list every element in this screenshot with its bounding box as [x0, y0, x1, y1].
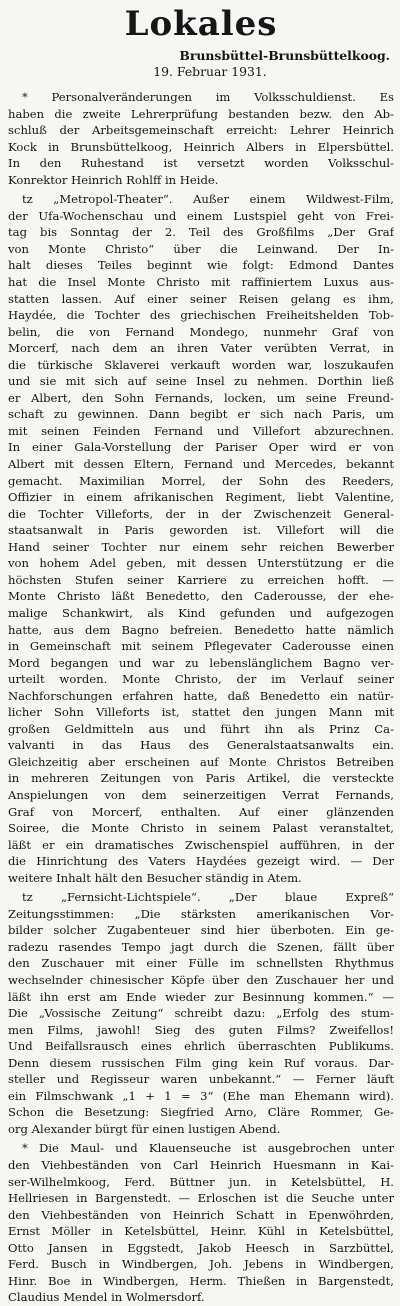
article-line: staatsanwalt in Paris geworden ist. Villefort will die [8, 523, 394, 538]
article-line: tag bis Sonntag der 2. Teil des Großfilms „Der Graf [8, 225, 394, 240]
article-line: statten lassen. Auf einer seiner Reisen gelang es ihm, [8, 291, 394, 306]
article-line: Zeitungsstimmen: „Die stärksten amerikanischen Vor- [8, 906, 394, 921]
article-line: von Monte Christo“ über die Leinwand. Der In- [8, 241, 394, 256]
article-line: steller und Regisseur waren unbekannt.“ — Ferner läuft [8, 1072, 394, 1087]
article-line: läßt ihn erst am Ende wieder zur Besinnung kommen.“ — [8, 989, 394, 1004]
article-line: Anspielungen von dem seinerzeitigen Verrat Fernands, [8, 787, 394, 802]
article-line: tz „Metropol-Theater“. Außer einem Wildwest-Film, [22, 192, 394, 207]
article-line: radezu rasendes Tempo jagt durch die Szenen, fällt über [8, 939, 394, 954]
article-list [8, 89, 394, 1306]
article-line: Mord begangen und war zu lebenslänglichem Bagno ver- [8, 655, 394, 670]
article-line: Graf von Morcerf, enthalten. Auf einer glänzenden [8, 804, 394, 819]
article-line: Hinr. Boe in Windbergen, Herm. Thießen in Bargenstedt, [8, 1273, 394, 1288]
article-line: der Ufa-Wochenschau und einem Lustspiel geht von Frei- [8, 208, 394, 223]
article-line: Und Beifallsrausch eines ehrlich überraschten Publikums. [8, 1039, 394, 1054]
article-line: Morcerf, nach dem an ihren Vater verübten Verrat, in [8, 341, 394, 356]
article-line: valvanti in das Haus des Generalstaatsanwalts ein. [8, 738, 394, 753]
article-line: Kock in Brunsbüttelkoog, Heinrich Albers in Elpersbüttel. [8, 139, 394, 154]
article-line: Monte Christo läßt Benedetto, den Caderousse, der ehe- [8, 589, 394, 604]
article-line: In einer Gala-Vorstellung der Pariser Oper wird er von [8, 440, 394, 455]
dateline-date: 19. Februar 1931. [153, 64, 267, 79]
article-line: in mehreren Zeitungen von Paris Artikel, die versteckte [8, 771, 394, 786]
article-line: org Alexander bürgt für einen lustigen Abend. [8, 1121, 281, 1136]
article-line: Otto Jansen in Eggstedt, Jakob Heesch in Sarzbüttel, [8, 1240, 394, 1255]
article-line: halt dieses Teiles beginnt wie folgt: Edmond Dantes [8, 258, 394, 273]
article-line: * Die Maul- und Klauenseuche ist ausgebrochen unter [22, 1141, 394, 1156]
article-line: Hellriesen in Bargenstedt. — Erloschen ist die Seuche unter [8, 1191, 394, 1206]
article-line: er Albert, den Sohn Fernands, locken, um seine Freund- [8, 390, 394, 405]
article-line: licher Sohn Villeforts ist, stattet den jungen Mann mit [8, 705, 394, 720]
article-line: gemacht. Maximilian Morrel, der Sohn des Reeders, [8, 473, 394, 488]
article-line: Haydée, die Tochter des griechischen Freiheitshelden Tob- [8, 308, 394, 323]
article-line: die Hinrichtung des Vaters Haydées gezeigt wird. — Der [8, 854, 394, 869]
article-line: schaft zu gewinnen. Dann begibt er sich nach Paris, um [8, 407, 394, 422]
dateline-place: Brunsbüttel-Brunsbüttelkoog. [179, 48, 390, 63]
article-line: den Zuschauer mit einer Fülle im schnellsten Rhythmus [8, 956, 394, 971]
article-line: haben die zweite Lehrerprüfung bestanden bezw. den Ab- [8, 106, 394, 121]
article-line: Gleichzeitig aber erscheinen auf Monte Christos Betreiben [8, 754, 394, 769]
article-line: Albert mit dessen Eltern, Fernand und Mercedes, bekannt [8, 457, 394, 472]
article-line: bilder solcher Zugabenteuer sind hier überboten. Ein ge- [8, 923, 394, 938]
article-line: die türkische Sklaverei verkauft worden war, loszukaufen [8, 357, 394, 372]
article [8, 1140, 394, 1305]
article-line: belin, die von Fernand Mondego, nunmehr Graf von [8, 324, 394, 339]
article-line: Claudius Mendel in Wolmersdorf. [8, 1290, 205, 1305]
article-line: hat die Insel Monte Christo mit raffiniertem Luxus aus- [8, 275, 394, 290]
article-line: Ferd. Busch in Windbergen, Joh. Jebens in Windbergen, [8, 1257, 394, 1272]
article-line: ser-Wilhelmkoog, Ferd. Büttner jun. in Ketelsbüttel, H. [8, 1174, 394, 1189]
article-line: und sie mit sich auf seine Insel zu nehmen. Dorthin ließ [8, 374, 394, 389]
article-line: urteilt worden. Monte Christo, der im Verlauf seiner [8, 672, 394, 687]
article-line: weitere Inhalt hält den Besucher ständig in Atem. [8, 870, 302, 885]
article-line: Die „Vossische Zeitung“ schreibt dazu: „Erfolg des stum- [8, 1006, 394, 1021]
article-line: Konrektor Heinrich Rohlff in Heide. [8, 172, 219, 187]
article-line: Denn diesem russischen Film ging kein Ruf voraus. Dar- [8, 1055, 394, 1070]
article-line: malige Schankwirt, als Kind gefunden und aufgezogen [8, 605, 394, 620]
article-line: wechselnder chinesischer Köpfe über den Zuschauer her und [8, 972, 394, 987]
article-line: läßt er ein dramatisches Zwischenspiel aufführen, in der [8, 837, 394, 852]
article-line: Ernst Möller in Ketelsbüttel, Heinr. Kühl in Ketelsbüttel, [8, 1224, 394, 1239]
article-line: die Tochter Villeforts, der in der Zwischenzeit General- [8, 506, 394, 521]
article-line: den Viehbeständen von Heinrich Schatt in Epenwöhrden, [8, 1207, 394, 1222]
article-line: von hohem Adel geben, mit dessen Unterstützung er die [8, 556, 394, 571]
article-line: tz „Fernsicht-Lichtspiele“. „Der blaue Expreß“ [22, 890, 394, 905]
article-line: mit seinen Feinden Fernand und Villefort abzurechnen. [8, 423, 394, 438]
article-line: In den Ruhestand ist versetzt worden Volksschul- [8, 156, 394, 171]
article [8, 889, 394, 1137]
article [8, 89, 394, 188]
article-line: Schon die Besetzung: Siegfried Arno, Cläre Rommer, Ge- [8, 1105, 394, 1120]
article-line: in Gemeinschaft mit seinem Pflegevater Caderousse einen [8, 639, 394, 654]
article-line: * Personalveränderungen im Volksschuldienst. Es [22, 90, 394, 104]
article-line: hatte, aus dem Bagno befreien. Benedetto hatte nämlich [8, 622, 394, 637]
article-line: ein Filmschwank „1 + 1 = 3“ (Ehe man Ehemann wird). [8, 1088, 394, 1103]
article-line: Hand seiner Tochter nur einem sehr reichen Bewerber [8, 539, 394, 554]
article-line: großen Geldmitteln aus und führt ihn als Prinz Ca- [8, 721, 394, 736]
article-line: Offizier in einem afrikanischen Regiment, liebt Valentine, [8, 490, 394, 505]
article-line: men Films, jawohl! Sieg des guten Films? Zweifellos! [8, 1022, 394, 1037]
article [8, 191, 394, 886]
section-title: Lokales [124, 4, 278, 44]
article-line: Soiree, die Monte Christo in seinem Palast veranstaltet, [8, 821, 394, 836]
article-line: den Viehbeständen von Carl Heinrich Huesmann in Kai- [8, 1158, 394, 1172]
article-line: höchsten Stufen seiner Karriere zu erreichen hofft. — [8, 572, 394, 587]
article-line: schluß der Arbeitsgemeinschaft erreicht: Lehrer Heinrich [8, 123, 394, 138]
article-line: Nachforschungen erfahren hatte, daß Benedetto ein natür- [8, 688, 394, 703]
